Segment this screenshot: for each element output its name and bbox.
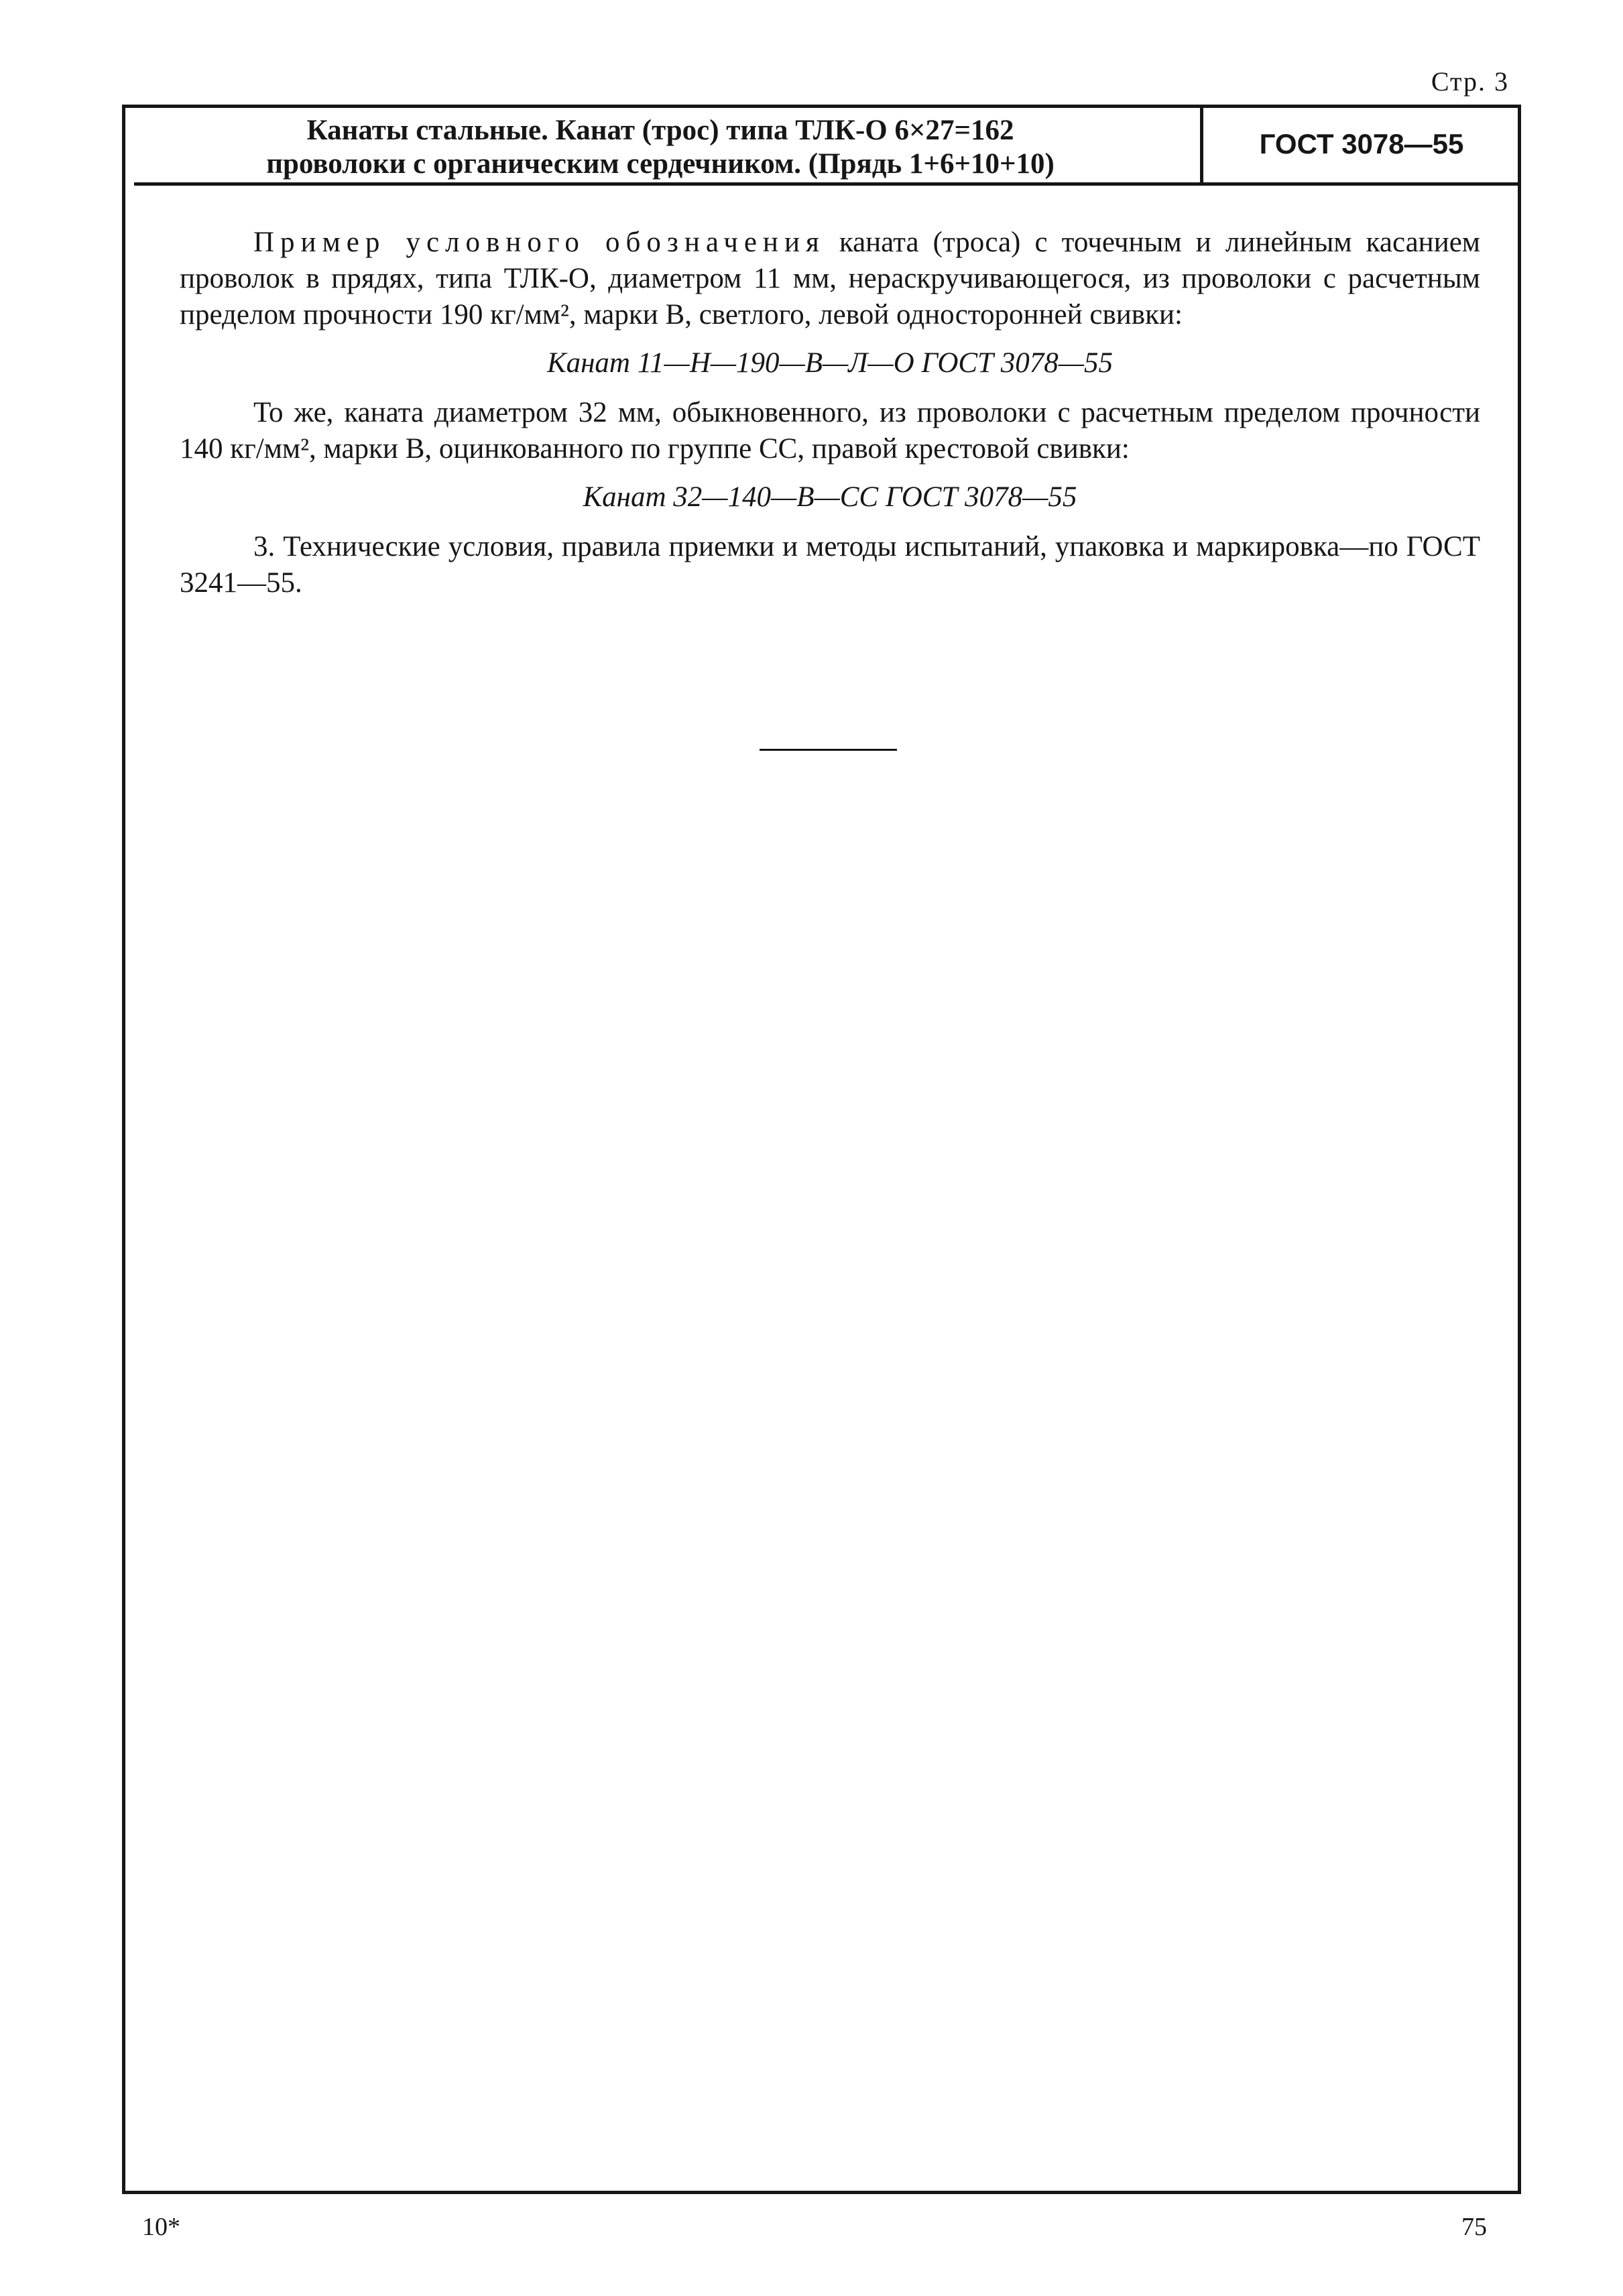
- page-number-top: Стр. 3: [1431, 66, 1509, 97]
- header-top-rule: [122, 105, 1521, 108]
- header-divider: [1200, 107, 1203, 184]
- frame-right-border: [1518, 107, 1521, 2192]
- frame-left-border: [122, 107, 125, 2192]
- designation-formula-1: Канат 11—Н—190—В—Л—О ГОСТ 3078—55: [547, 347, 1113, 379]
- paragraph-technical-conditions: 3. Технические условия, правила приемки и методы испытаний, упаковка и маркировка—по ГОСТ 3241—55.: [180, 531, 1480, 599]
- header-title-line2: проволоки с органическим сердечником. (Прядь 1+6+10+10): [266, 148, 1055, 180]
- paragraph-example-text: каната (троса) с точечным и линейным касанием проволок в прядях, типа ТЛК-О, диаметром 11 мм, нераскручивающегося, из проволоки с расчетным пределом прочности 190 кг/мм², марки В, светлого, левой односторонней свивки:: [180, 227, 1480, 330]
- section-end-rule: [760, 749, 897, 751]
- document-body: [180, 225, 1480, 601]
- header-title-line1: Канаты стальные. Канат (трос) типа ТЛК-О 6×27=162: [306, 115, 1014, 146]
- header-title: [127, 114, 1193, 181]
- paragraph-example-designation: [180, 225, 1480, 333]
- footer-signature-mark: 10*: [142, 2213, 180, 2241]
- paragraph-second-example: То же, каната диаметром 32 мм, обыкновенного, из проволоки с расчетным пределом прочности 140 кг/мм², марки В, оцинкованного по группе СС, правой крестовой свивки:: [180, 397, 1480, 465]
- footer-rule: [122, 2191, 1521, 2194]
- designation-formula-2: Канат 32—140—В—СС ГОСТ 3078—55: [583, 481, 1077, 513]
- header-bottom-rule: [134, 182, 1521, 186]
- footer-page-number: 75: [1461, 2213, 1487, 2241]
- standard-code: ГОСТ 3078—55: [1259, 128, 1464, 160]
- spaced-lead-phrase: Пример условного обозначения: [253, 227, 825, 258]
